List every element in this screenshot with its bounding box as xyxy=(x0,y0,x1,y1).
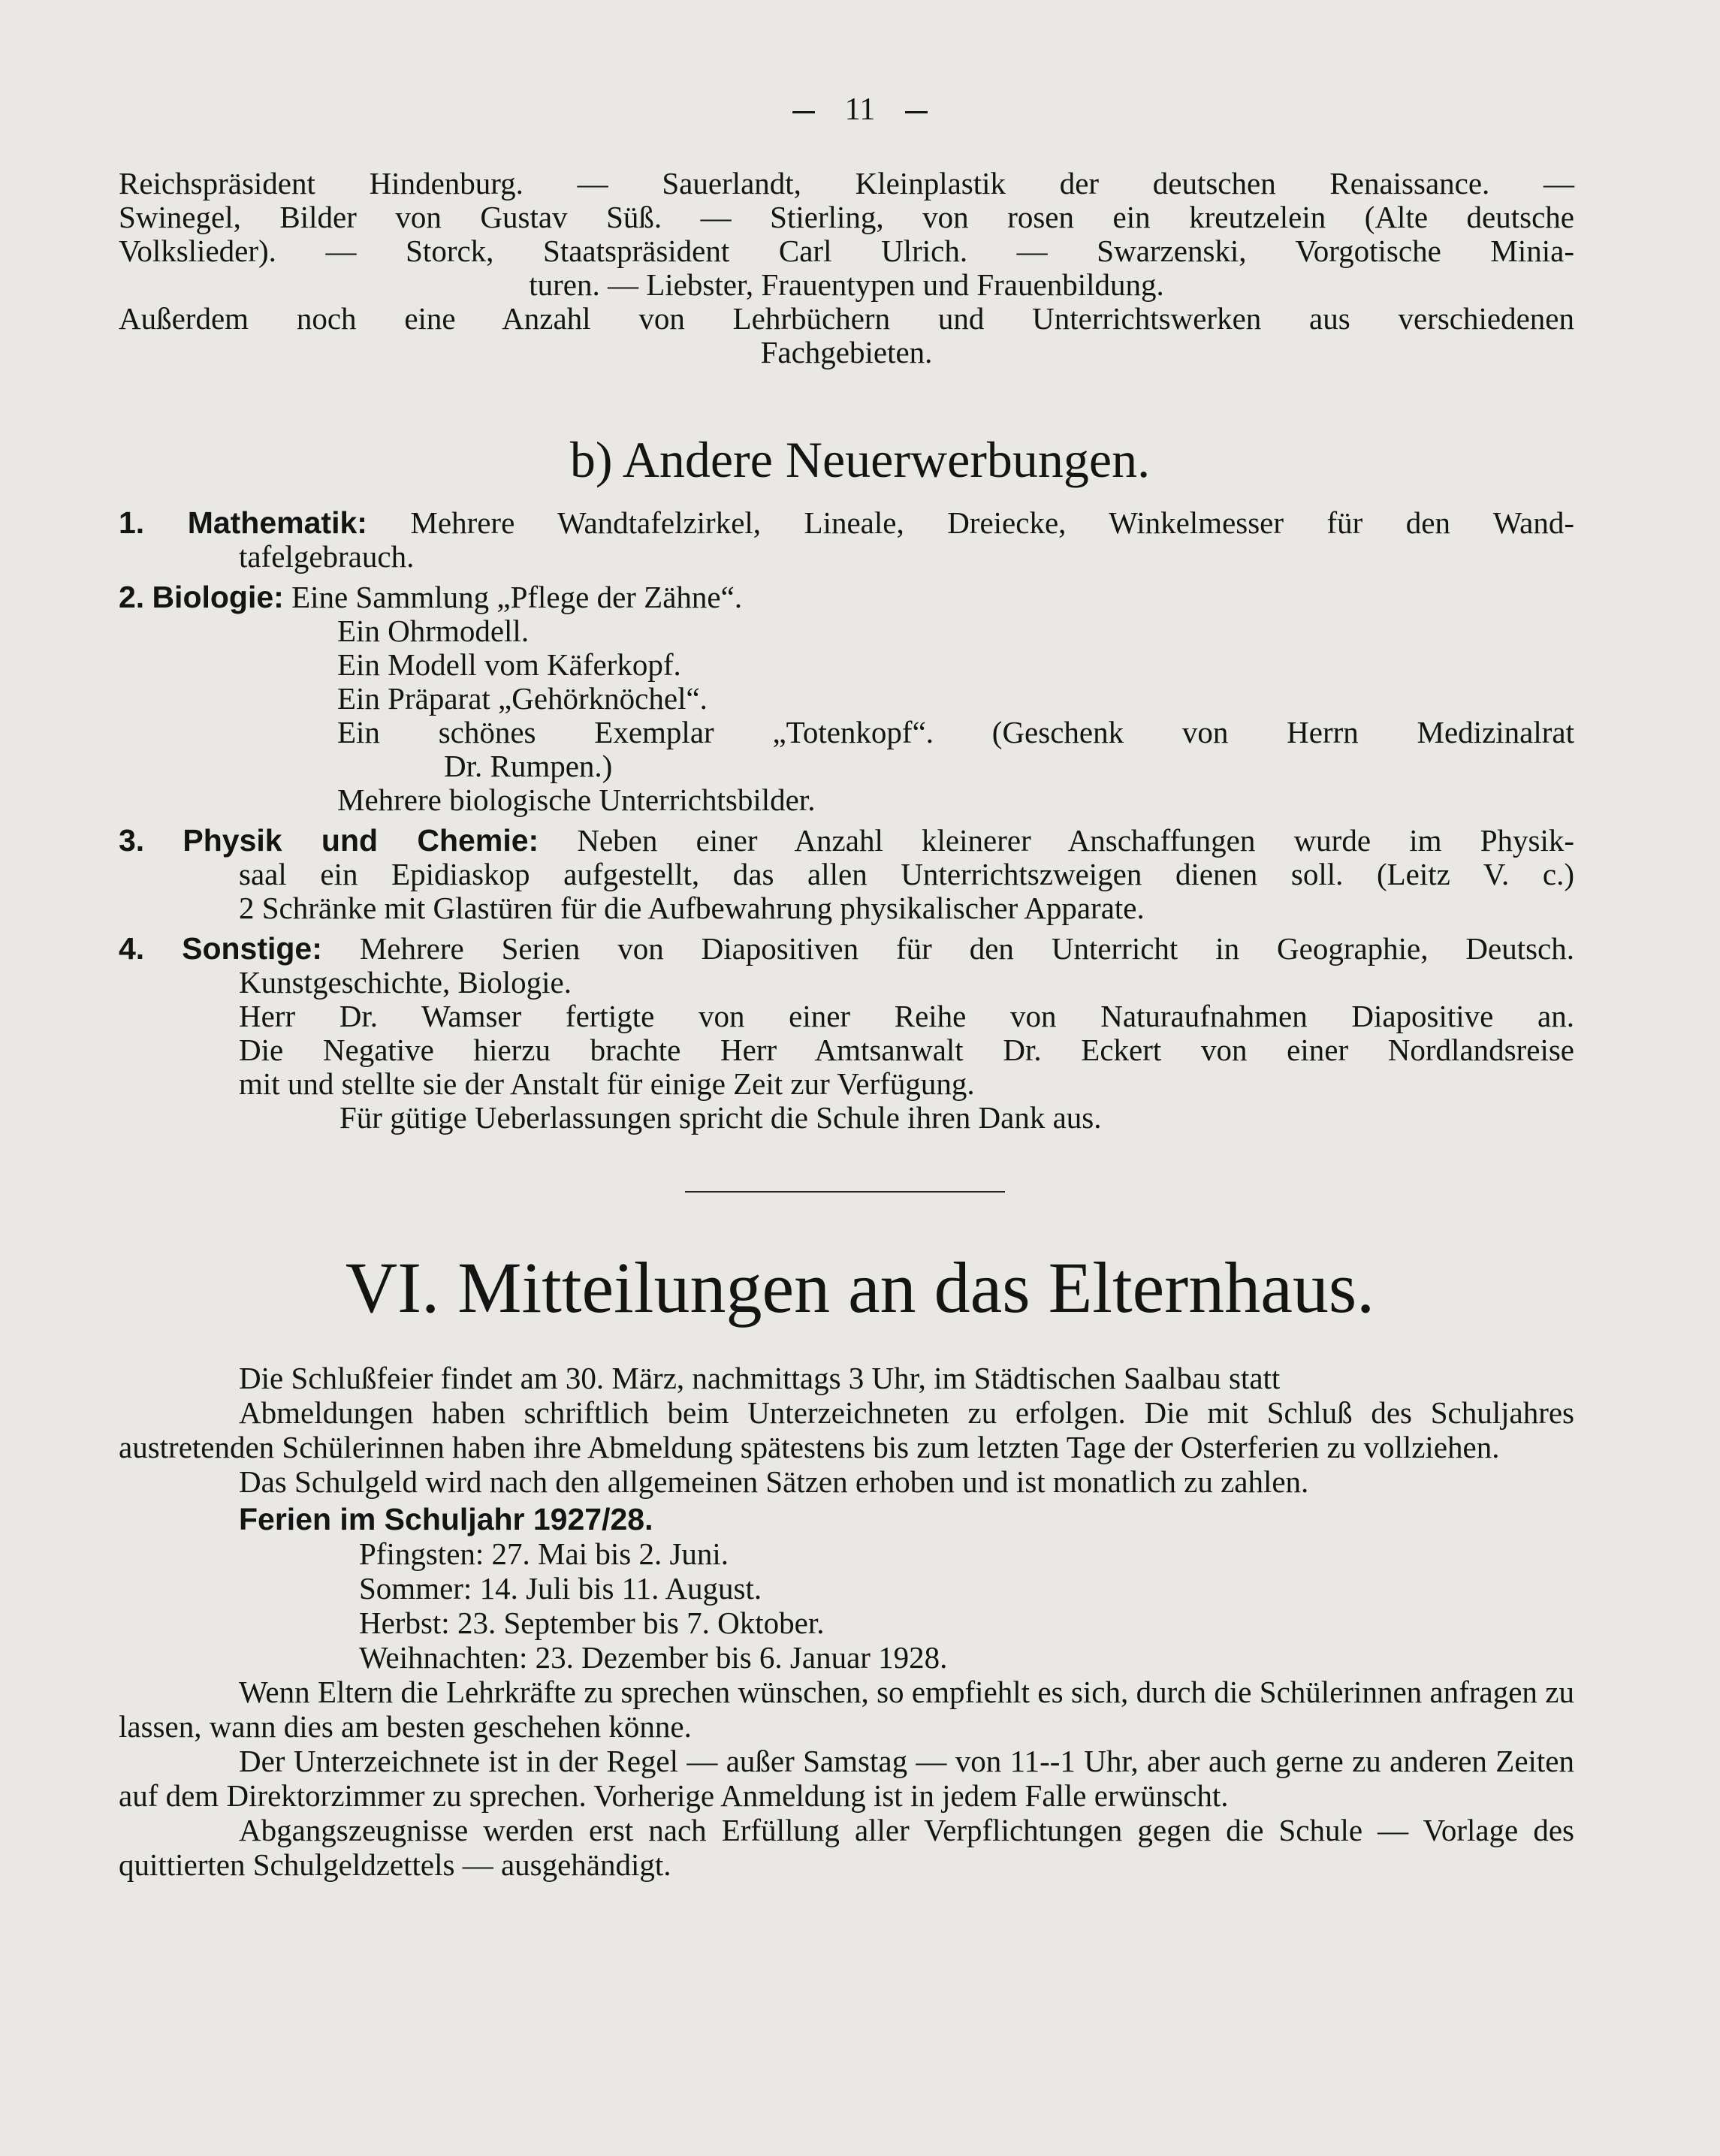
text-line: tafelgebrauch. xyxy=(239,539,415,574)
page-number-dash-left xyxy=(792,111,815,113)
text-line: 1. Mathematik: Mehrere Wandtafelzirkel, Lineale, Dreiecke, Winkelmesser für den Wand- xyxy=(119,505,1575,540)
item-label: Mathematik: xyxy=(187,505,367,540)
text-line: 2. Biologie: Eine Sammlung „Pflege der Zähne“. xyxy=(119,580,743,614)
list-item-physik-chemie xyxy=(119,824,1574,925)
text-line: Swinegel, Bilder von Gustav Süß. — Stierling, von rosen ein kreutzelein (Alte deutsche xyxy=(119,200,1574,234)
parent-notices xyxy=(119,1361,1574,1882)
text-line: Kunstgeschichte, Biologie. xyxy=(239,965,572,1000)
text-line: Dr. Rumpen.) xyxy=(444,749,613,783)
list-item-biologie xyxy=(119,580,1574,817)
holiday-row-herbst: Herbst: 23. September bis 7. Oktober. xyxy=(359,1606,825,1640)
text-line: Mehrere biologische Unterrichtsbilder. xyxy=(337,782,816,817)
paragraph: Abgangszeugnisse werden erst nach Erfüllung aller Verpflichtungen gegen die Schule — Vorlage des quittierten Schulgeldzettels — ausgehändigt. xyxy=(119,1813,1574,1882)
paragraph: Abmeldungen haben schriftlich beim Unterzeichneten zu erfolgen. Die mit Schluß des Schuljahres austretenden Schülerinnen haben ihre Abmeldung spätestens bis zum letzten Tage der Osterferien zu vollziehen. xyxy=(119,1395,1574,1464)
paragraph: Der Unterzeichnete ist in der Regel — außer Samstag — von 11--1 Uhr, aber auch gerne zu anderen Zeiten auf dem Direktorzimmer zu sprechen. Vorherige Anmeldung ist in jedem Falle erwünscht. xyxy=(119,1744,1574,1813)
page-number-dash-right xyxy=(905,111,928,113)
text-line: Herr Dr. Wamser fertigte von einer Reihe von Naturaufnahmen Diapositive an. xyxy=(239,999,1574,1033)
text-line: saal ein Epidiaskop aufgestellt, das allen Unterrichtszweigen dienen soll. (Leitz V. c.) xyxy=(239,857,1574,891)
text-line: turen. — Liebster, Frauentypen und Frauenbildung. xyxy=(529,267,1164,302)
text-line: Außerdem noch eine Anzahl von Lehrbüchern und Unterrichtswerken aus verschiedenen xyxy=(119,301,1574,336)
holiday-row-sommer: Sommer: 14. Juli bis 11. August. xyxy=(359,1571,762,1606)
text-line: 3. Physik und Chemie: Neben einer Anzahl kleinerer Anschaffungen wurde im Physik- xyxy=(119,823,1575,858)
item-label: Physik und Chemie: xyxy=(183,823,539,858)
text-line: Ein Ohrmodell. xyxy=(337,614,530,648)
list-item-sonstige xyxy=(119,932,1574,1135)
book-list-continuation xyxy=(119,167,1574,369)
paragraph: Die Schlußfeier findet am 30. März, nachmittags 3 Uhr, im Städtischen Saalbau statt xyxy=(239,1361,1281,1395)
section-heading-vi: VI. Mitteilungen an das Elternhaus. xyxy=(345,1247,1375,1328)
holiday-row-weihnachten: Weihnachten: 23. Dezember bis 6. Januar 1928. xyxy=(359,1640,948,1675)
item-label: Biologie: xyxy=(152,580,284,614)
paragraph: Das Schulgeld wird nach den allgemeinen Sätzen erhoben und ist monatlich zu zahlen. xyxy=(239,1464,1309,1499)
text-line: mit und stellte sie der Anstalt für einige Zeit zur Verfügung. xyxy=(239,1066,975,1101)
text-line: Ein Präparat „Gehörknöchel“. xyxy=(337,681,708,716)
item-label: Sonstige: xyxy=(182,931,322,966)
holidays-title: Ferien im Schuljahr 1927/28. xyxy=(239,1502,653,1536)
text-line: Die Negative hierzu brachte Herr Amtsanwalt Dr. Eckert von einer Nordlandsreise xyxy=(239,1033,1574,1067)
text-line: Ein Modell vom Käferkopf. xyxy=(337,647,681,682)
section-heading-b: b) Andere Neuerwerbungen. xyxy=(569,431,1151,488)
text-line: Für gütige Ueberlassungen spricht die Schule ihren Dank aus. xyxy=(339,1100,1102,1135)
text-line: Volkslieder). — Storck, Staatspräsident Carl Ulrich. — Swarzenski, Vorgotische Minia- xyxy=(119,234,1574,268)
list-item-mathematik xyxy=(119,506,1574,574)
text-line: 4. Sonstige: Mehrere Serien von Diapositiven für den Unterricht in Geographie, Deutsch. xyxy=(119,931,1575,966)
text-line: Fachgebieten. xyxy=(760,335,933,369)
paragraph: Wenn Eltern die Lehrkräfte zu sprechen wünschen, so empfiehlt es sich, durch die Schülerinnen anfragen zu lassen, wann dies am besten geschehen könne. xyxy=(119,1675,1574,1744)
text-line: Reichspräsident Hindenburg. — Sauerlandt, Kleinplastik der deutschen Renaissance. — xyxy=(119,166,1574,201)
section-divider xyxy=(685,1191,1005,1193)
holiday-row-pfingsten: Pfingsten: 27. Mai bis 2. Juni. xyxy=(359,1536,729,1571)
text-line: Ein schönes Exemplar „Totenkopf“. (Geschenk von Herrn Medizinalrat xyxy=(337,715,1574,749)
acquisitions-list xyxy=(119,506,1574,1135)
text-line: 2 Schränke mit Glastüren für die Aufbewahrung physikalischer Apparate. xyxy=(239,891,1145,925)
page-number: 11 xyxy=(0,92,1720,128)
